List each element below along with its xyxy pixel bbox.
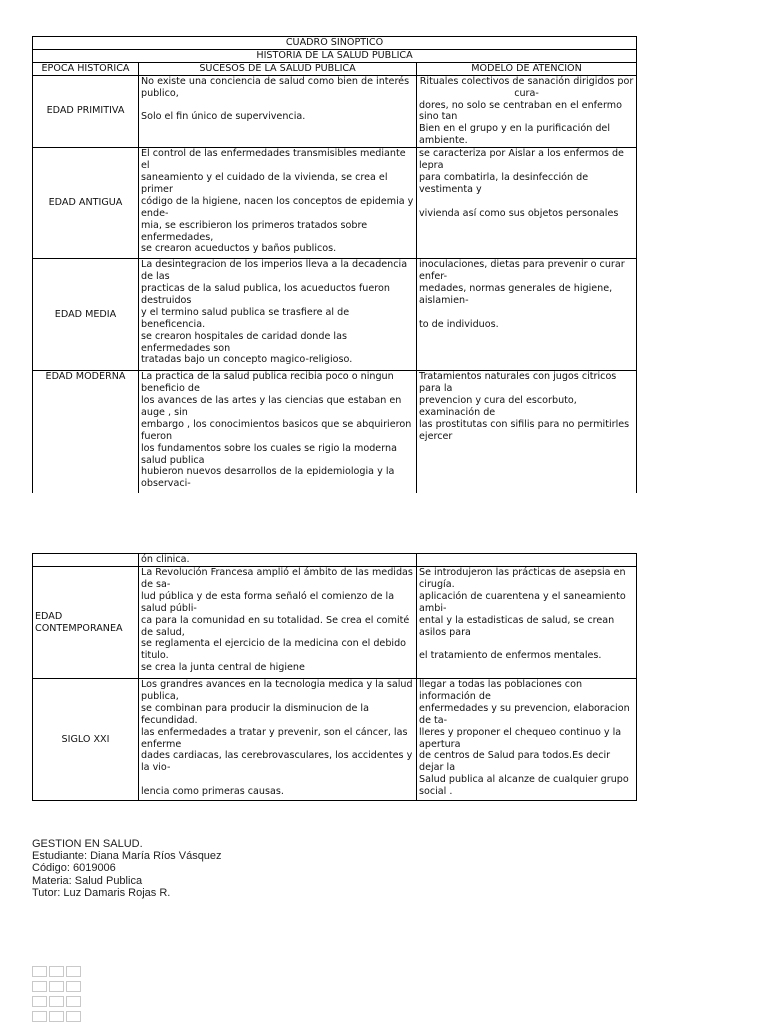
cell-text-line: lencia como primeras causas. <box>141 786 284 798</box>
table-row <box>33 371 637 493</box>
tutor-name: Tutor: Luz Damaris Rojas R. <box>32 886 171 899</box>
cell-text-line: se caracteriza por Aislar a los enfermos de lepra <box>419 148 624 172</box>
cell-text-line: código de la higiene, nacen los conceptos de epidemia y ende- <box>141 195 414 219</box>
events-cell: ón clinica. <box>139 554 417 567</box>
cell-text-line: vivienda así como sus objetos personales <box>419 207 619 219</box>
cell-text-line <box>419 307 634 319</box>
cell-text-line: el tratamiento de enfermos mentales. <box>419 650 602 662</box>
cell-text-line: Se introdujeron las prácticas de asepsia en cirugía. <box>419 567 626 590</box>
table-header-row <box>33 62 637 75</box>
cell-text-line: La desintegracion de los imperios lleva a la decadencia de las <box>141 259 408 283</box>
epoch-cell: SIGLO XXI <box>33 679 139 801</box>
student-code: Código: 6019006 <box>32 862 116 875</box>
cell-text-line: tratadas bajo un concepto magico-religioso. <box>141 354 353 366</box>
cell-text-line <box>141 100 414 112</box>
cell-text-line: lud pública y de esta forma señaló el comienzo de la salud públi- <box>141 590 395 614</box>
cell-text-line <box>419 196 634 208</box>
cell-text-line: ental y la estadisticas de salud, se crean asilos para <box>419 614 615 638</box>
cell-text-line: saneamiento y el cuidado de la vivienda, se crea el primer <box>141 171 388 195</box>
cell-text-line: se crearon acueductos y baños publicos. <box>141 243 337 255</box>
grid-cell <box>32 1011 47 1022</box>
events-cell <box>139 148 417 259</box>
cell-text-line: lleres y proponer el chequeo continuo y la apertura <box>419 726 622 750</box>
cell-text-line: ca para la comunidad en su totalidad. Se crea el comité de salud, <box>141 614 410 638</box>
synoptic-table <box>32 36 637 493</box>
table-title: CUADRO SINÓPTICO <box>33 37 637 50</box>
continuation-row <box>33 554 637 567</box>
header-epoch: EPOCA HISTORICA <box>33 62 139 75</box>
table-title-row <box>33 37 637 50</box>
cell-text-line: La Revolución Francesa amplió el ámbito de las medidas de sa- <box>141 567 413 590</box>
events-cell <box>139 371 417 493</box>
cell-text-line: El control de las enfermedades transmisibles mediante el <box>141 148 406 172</box>
cell-text-line: Solo el fin único de supervivencia. <box>141 111 306 123</box>
model-cell <box>417 679 637 801</box>
student-name: Estudiante: Diana María Ríos Vásquez <box>32 850 222 863</box>
model-cell <box>417 259 637 371</box>
subject-name: Materia: Salud Publica <box>32 874 143 887</box>
table-row <box>33 148 637 259</box>
cell-text-line <box>141 774 414 786</box>
cell-text-line: embargo , los conocimientos basicos que se abquirieron fueron <box>141 418 412 442</box>
cell-text-line: los fundamentos sobre los cuales se rigio la moderna salud publica <box>141 442 397 466</box>
cell-text-line: dades cardiacas, las cerebrovasculares, los accidentes y la vio- <box>141 750 413 774</box>
table-row <box>33 75 637 147</box>
grid-cell <box>32 966 47 977</box>
model-cell <box>417 567 637 679</box>
events-cell <box>139 567 417 679</box>
cell-text-line: dores, no solo se centraban en el enfermo sino tan <box>419 99 622 123</box>
grid-cell <box>49 996 64 1007</box>
model-cell <box>417 75 637 147</box>
table-row <box>33 567 637 679</box>
cell-text-line: Tratamientos naturales con jugos citricos para la <box>419 371 617 395</box>
cell-text-line: se crea la junta central de higiene <box>141 662 305 674</box>
epoch-cell: EDAD MODERNA <box>33 371 139 493</box>
cell-text-line: Bien en el grupo y en la purificación del ambiente. <box>419 123 610 147</box>
table-row <box>33 259 637 371</box>
table-subtitle: HISTORIA DE LA SALUD PUBLICA <box>33 49 637 62</box>
cell-text-line: inoculaciones, dietas para prevenir o curar enfer- <box>419 259 625 283</box>
cell-text-line: para combatirla, la desinfección de vestimenta y <box>419 171 589 195</box>
cell-text-line: La practica de la salud publica recibia poco o ningun beneficio de <box>141 371 394 395</box>
events-cell <box>139 75 417 147</box>
epoch-cell: EDAD CONTEMPORANEA <box>33 567 139 679</box>
grid-cell <box>32 981 47 992</box>
cell-text-line: se crearon hospitales de caridad donde las enfermedades son <box>141 330 347 354</box>
grid-cell <box>66 966 81 977</box>
epoch-cell: EDAD MEDIA <box>33 259 139 371</box>
grid-cell <box>66 981 81 992</box>
cell-text-line: prevencion y cura del escorbuto, examinación de <box>419 394 577 418</box>
cell-text-line: se combinan para producir la disminucion de la fecundidad. <box>141 702 369 726</box>
table-subtitle-row <box>33 49 637 62</box>
grid-cell <box>66 1011 81 1022</box>
cell-text-line: las prostitutas con sifilis para no permitirles ejercer <box>419 418 630 442</box>
header-events: SUCESOS DE LA SALUD PUBLICA <box>139 62 417 75</box>
epoch-cell: EDAD ANTIGUA <box>33 148 139 259</box>
cell-text-line: Los grandres avances en la tecnologia medica y la salud publica, <box>141 679 413 702</box>
model-cell <box>417 148 637 259</box>
epoch-cell: EDAD PRIMITIVA <box>33 75 139 147</box>
cell-text-line: de centros de Salud para todos.Es decir dejar la <box>419 750 611 774</box>
cell-text-line: Rituales colectivos de sanación dirigidos por cura- <box>419 75 634 99</box>
cell-text-line: enfermedades y su prevencion, elaboracion de ta- <box>419 702 630 726</box>
cell-text-line: No existe una conciencia de salud como bien de interés publico, <box>141 75 410 99</box>
events-cell <box>139 679 417 801</box>
cell-text-line: los avances de las artes y las ciencias que estaban en auge , sin <box>141 394 402 418</box>
table-row <box>33 679 637 801</box>
grid-cell <box>49 966 64 977</box>
model-cell <box>417 371 637 493</box>
header-model: MODELO DE ATENCION <box>417 62 637 75</box>
cell-text-line: se reglamenta el ejercicio de la medicina con el debido titulo. <box>141 638 407 662</box>
grid-cell <box>66 996 81 1007</box>
course-title: GESTION EN SALUD. <box>32 838 143 850</box>
cell-text-line <box>419 638 634 650</box>
cell-text-line: to de individuos. <box>419 318 499 330</box>
model-cell <box>417 554 637 567</box>
cell-text-line: mia, se escribieron los primeros tratados sobre enfermedades, <box>141 219 368 243</box>
author-info <box>32 838 222 899</box>
epoch-cell <box>33 554 139 567</box>
cell-text-line: Salud publica al alcanze de cualquier grupo social . <box>419 774 629 798</box>
grid-cell <box>32 996 47 1007</box>
cell-text-line: llegar a todas las poblaciones con información de <box>419 679 583 702</box>
synoptic-table-continuation <box>32 553 637 801</box>
events-cell <box>139 259 417 371</box>
grid-cell <box>49 1011 64 1022</box>
grid-cell <box>49 981 64 992</box>
cell-text-line: las enfermedades a tratar y prevenir, son el cáncer, las enferme <box>141 726 408 750</box>
cell-text-line: y el termino salud publica se trasfiere al de beneficencia. <box>141 306 350 330</box>
cell-text-line: aplicación de cuarentena y el saneamiento ambi- <box>419 590 626 614</box>
cell-text-line: practicas de la salud publica, los acueductos fueron destruidos <box>141 282 390 306</box>
cell-text-line: medades, normas generales de higiene, aislamien- <box>419 282 613 306</box>
cell-text-line: hubieron nuevos desarrollos de la epidemiologia y la observaci- <box>141 466 395 490</box>
